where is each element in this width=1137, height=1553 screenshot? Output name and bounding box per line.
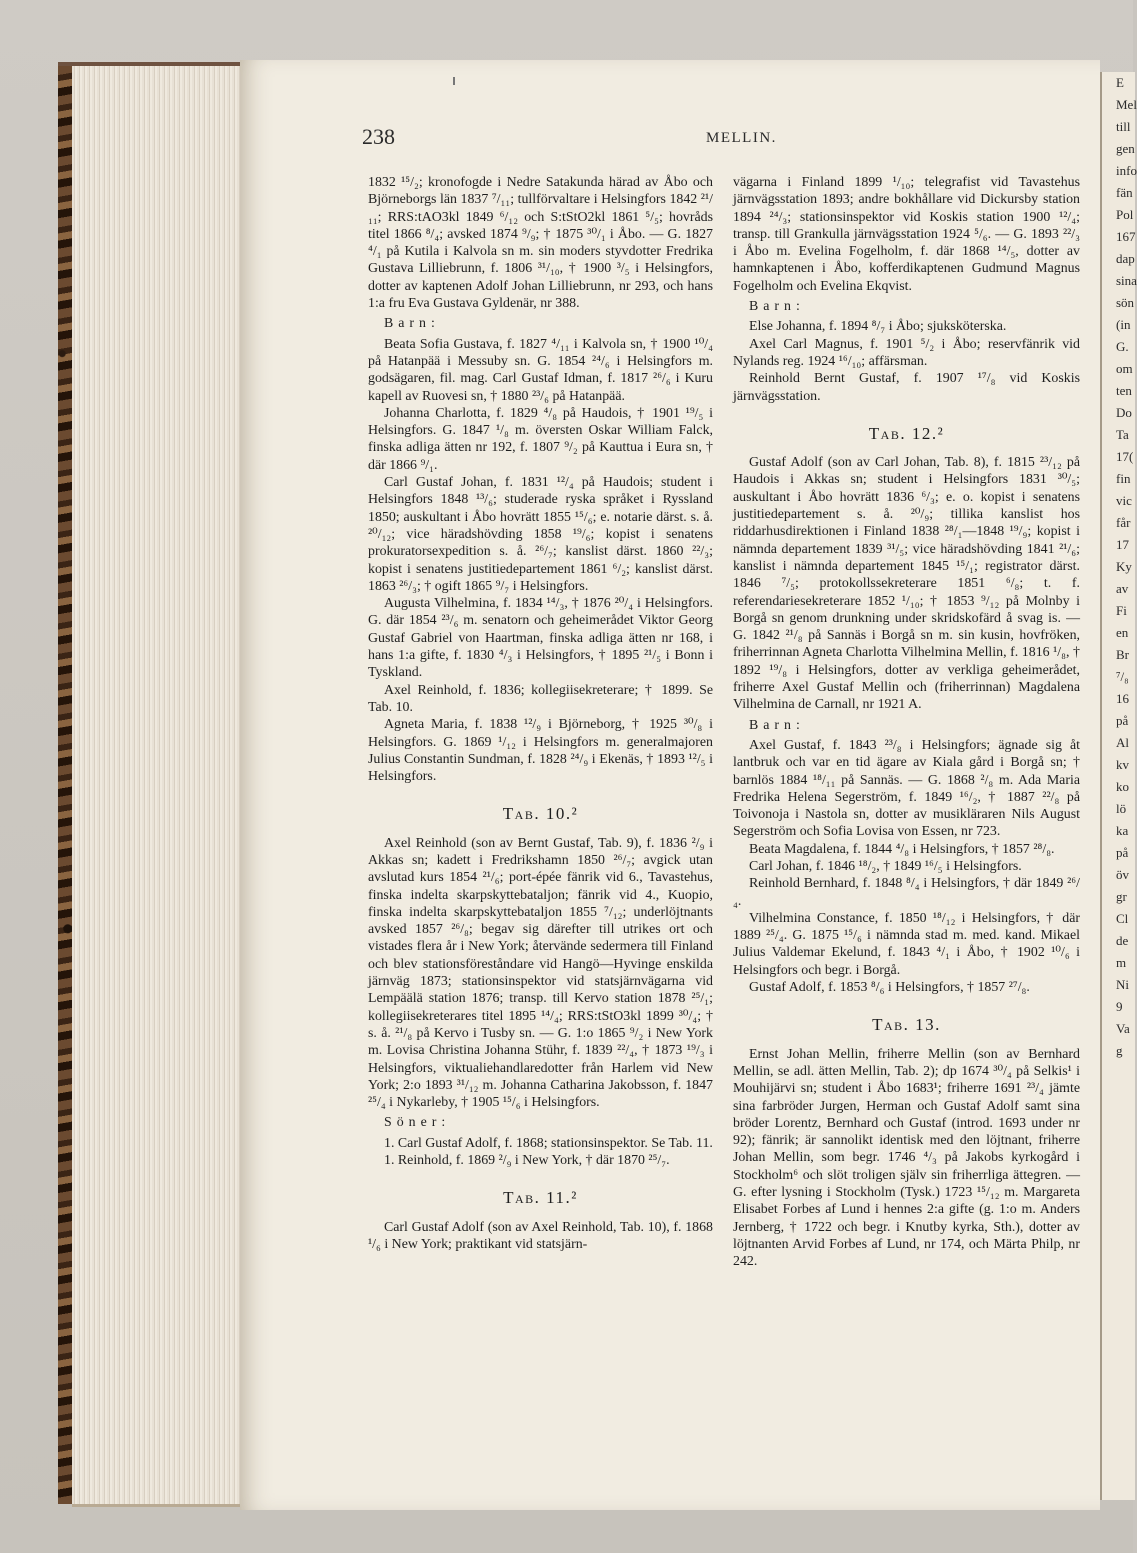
adjacent-page-fragment: en	[1116, 625, 1129, 640]
paragraph: Else Johanna, f. 1894 ⁸/₇ i Åbo; sjuksköterska.	[749, 319, 1007, 335]
paragraph: Carl Gustaf Adolf (son av Axel Reinhold, Tab. 10), f. 1868 ¹/₆ i New York; praktikant vid statsjärn-	[368, 1219, 713, 1252]
adjacent-page-fragment: 17	[1116, 537, 1129, 552]
adjacent-page-fragment: lö	[1116, 801, 1127, 816]
running-head: MELLIN.	[706, 130, 777, 146]
adjacent-page-fragment: sina	[1116, 273, 1137, 288]
section-heading-tab-13: Tab. 13.	[872, 1015, 941, 1035]
adjacent-page-fragment: Ky	[1116, 559, 1132, 574]
adjacent-page-fragment: G.	[1116, 339, 1129, 354]
section-heading-tab-11: Tab. 11.²	[503, 1188, 578, 1208]
adjacent-page-fragment: kv	[1116, 757, 1129, 772]
adjacent-page-fragment: de	[1116, 933, 1129, 948]
adjacent-page-fragment: ten	[1116, 383, 1132, 398]
adjacent-page-fragment: om	[1116, 361, 1133, 376]
paragraph: Carl Gustaf Johan, f. 1831 ¹²/₄ på Haudois; student i Helsingfors 1848 ¹³/₆; studerade ryska språket i Ryssland 1850; auskultant i Åbo hovrätt 1855 ¹⁵/₆; e. notarie därst. s. å. ²⁰/₁₂; vice häradshövding 1858 ¹⁹/₆; kopist i senatens prokuratorsexpedition s. å. ²⁶/₇; kanslist därst. 1860 ²²/₃; kopist i senatens justitiedepartement 1861 ⁶/₂; kanslist därst. 1863 ²⁶/₃; † ogift 1865 ⁹/₇ i Helsingfors.	[368, 475, 713, 594]
paragraph: Augusta Vilhelmina, f. 1834 ¹⁴/₃, † 1876 ²⁰/₄ i Helsingfors. G. där 1854 ²³/₆ m. senatorn och geheimerådet Viktor Georg Gustaf Gabriel von Haartman, finska adliga ätten nr 168, i hans 1:a gifte, f. 1830 ⁴/₃ i Helsingfors, † 1895 ²¹/₅ i Bonn i Tyskland.	[368, 596, 713, 681]
paragraph: Johanna Charlotta, f. 1829 ⁴/₈ på Haudois, † 1901 ¹⁹/₅ i Helsingfors. G. 1847 ¹/₈ m. översten Oskar William Falck, finska adliga ätten nr 192, f. 1807 ⁹/₂ på Kauttua i Eura sn, † där 1866 ⁹/₁.	[368, 405, 713, 473]
adjacent-page-fragment: får	[1116, 515, 1131, 530]
adjacent-page-fragment: på	[1116, 713, 1129, 728]
page-number: 238	[362, 124, 395, 149]
paragraph: Beata Sofia Gustava, f. 1827 ⁴/₁₁ i Kalvola sn, † 1900 ¹⁰/₄ på Hatanpää i Messuby sn. G. 1854 ²⁴/₆ i Helsingfors m. godsägaren, fil. mag. Carl Gustaf Idman, f. 1817 ²⁶/₆ i Kuru kapell av Ruovesi sn, † 1880 ²³/₆ på Hatanpää.	[368, 336, 713, 404]
paragraph: 1. Reinhold, f. 1869 ²/₉ i New York, † där 1870 ²⁵/₇.	[384, 1153, 670, 1169]
section-label-barn: Barn:	[749, 299, 805, 315]
section-label-barn: Barn:	[384, 316, 440, 332]
paragraph: Reinhold Bernhard, f. 1848 ⁸/₄ i Helsingfors, † där 1849 ²⁶/₄.	[733, 876, 1080, 909]
adjacent-page-fragment: på	[1116, 845, 1129, 860]
pencil-mark	[453, 77, 455, 85]
adjacent-page-fragment: 9	[1116, 999, 1123, 1014]
marbled-cover-spine	[58, 66, 72, 1504]
paragraph: Axel Gustaf, f. 1843 ²³/₈ i Helsingfors; ägnade sig åt lantbruk och var en tid ägare av Kiala gård i Borgå sn; † barnlös 1884 ¹⁸/₁₁ på Sannäs. — G. 1868 ²/₈ m. Ada Maria Fredrika Helena Segerström, f. 1849 ¹⁶/₂, † 1887 ²²/₈ på Toivonoja i Nastola sn, dotter av musikläraren Nils August Segerström och Sofia Lovisa von Essen, nr 723.	[733, 737, 1080, 840]
adjacent-page-fragment: fin	[1116, 471, 1131, 486]
adjacent-page-fragment: ka	[1116, 823, 1129, 838]
adjacent-page-fragment: g	[1116, 1043, 1123, 1058]
paragraph: Axel Carl Magnus, f. 1901 ⁵/₂ i Åbo; reservfänrik vid Nylands reg. 1924 ¹⁶/₁₀; affärsman.	[733, 336, 1080, 369]
adjacent-page-fragment: Mel	[1116, 97, 1137, 112]
adjacent-page-fragment: info	[1116, 163, 1137, 178]
paragraph: vägarna i Finland 1899 ¹/₁₀; telegrafist vid Tavastehus järnvägsstation 1893; andre bokhållare vid Dickursby station 1894 ²⁴/₃; stationsinspektor vid Koskis station 1900 ¹²/₄; transp. till Grankulla järnvägsstation 1924 ⁵/₆. — G. 1893 ²²/₃ i Åbo m. Evelina Fogelholm, f. där 1868 ¹⁴/₅, dotter av hamnkaptenen i Åbo, kofferdikaptenen Gudmund Magnus Fogelholm och Evelina Ekqvist.	[733, 175, 1080, 294]
paragraph: Ernst Johan Mellin, friherre Mellin (son av Bernhard Mellin, se adl. ätten Mellin, Tab. 2); dp 1674 ³⁰/₄ på Selkis¹ i Mouhijärvi sn; student i Åbo 1683¹; friherre 1691 ²³/₄ jämte sina farbröder Jurgen, Herman och Gustaf Adolf samt sina bröder Lorentz, Bernhard och Gustaf (introd. 1693 under nr 92); fänrik; är sannolikt identisk med den löjtnant, friherre Johan Mellin, som begr. 1746 ⁴/₃ på Jakobs kyrkogård i Stockholm⁶ och slöt troligen själv sin friherrliga ättegren. — G. efter lysning i Stockholm (Tysk.) 1723 ¹⁵/₁₂ m. Margareta Elisabet Forbes af Lund i hennes 2:a gifte (g. 1:o m. Anders Jernberg, † 1722 och begr. i Knutby kyrka, Sth.), dotter av löjtnanten Arvid Forbes af Lund, nr 174, och Märta Philp, nr 242.	[733, 1046, 1080, 1270]
adjacent-page-fragment: dap	[1116, 251, 1135, 266]
paragraph: 1832 ¹⁵/₂; kronofogde i Nedre Satakunda härad av Åbo och Björneborgs län 1837 ⁷/₁₁; tullförvaltare i Helsingfors 1842 ²¹/₁₁; RRS:tAO3kl 1849 ⁶/₁₂ och S:tStO2kl 1861 ⁵/₅; hovråds titel 1866 ⁸/₄; avsked 1874 ⁹/₉; † 1875 ³⁰/₁ i Åbo. — G. 1827 ⁴/₁ på Kutila i Kalvola sn m. sin moders styvdotter Fredrika Gustava Lilliebrunn, f. 1806 ³¹/₁₀, † 1900 ³/₅ i Helsingfors, dotter av kaptenen Adolf Johan Lilliebrunn, nr 293, och hans 1:a fru Eva Gustava Gyldenär, nr 388.	[368, 175, 713, 312]
adjacent-page-fragment: Fi	[1116, 603, 1127, 618]
adjacent-page-fragment: Pol	[1116, 207, 1134, 222]
adjacent-page-fragment: Ni	[1116, 977, 1129, 992]
adjacent-page-fragment: Al	[1116, 735, 1129, 750]
adjacent-page-fragment: gr	[1116, 889, 1127, 904]
paragraph: Gustaf Adolf (son av Carl Johan, Tab. 8), f. 1815 ²³/₁₂ på Haudois i Akkas sn; student i Helsingfors 1831 ³⁰/₅; auskultant i Åbo hovrätt 1836 ⁶/₃; e. o. kopist i senatens justitiedepartement s. å. ²⁰/₉; tillika kanslist hos riddarhusdirektionen i Finland 1838 ²⁸/₁—1848 ¹⁹/₉; kopist i nämnda departement 1839 ³¹/₅; vice häradshövding 1841 ²¹/₆; kanslist i nämnda departement 1845 ¹⁵/₁; registrator därst. 1846 ⁷/₅; protokollssekreterare 1851 ⁶/₈; t. f. referendariesekreterare 1852 ¹/₁₀; † 1853 ⁹/₁₂ på Molnby i Borgå sn genom drunkning under skridskofärd å svag is. — G. 1842 ²¹/₈ på Sannäs i Borgå sn m. sin kusin, hovfröken, friherrinnan Agneta Charlotta Vilhelmina Mellin, f. 1816 ¹/₈, † 1892 ¹⁹/₈ i Helsingfors, dotter av verkliga geheimerådet, friherre Axel Gustaf Mellin och (friherrinnan) Magdalena Vilhelmina de Carnall, nr 1921 A.	[733, 455, 1080, 713]
adjacent-page-fragment: till	[1116, 119, 1131, 134]
adjacent-page-fragment: av	[1116, 581, 1129, 596]
paragraph: Gustaf Adolf, f. 1853 ⁸/₆ i Helsingfors, † 1857 ²⁷/₈.	[749, 980, 1030, 996]
adjacent-page-fragment: 17(	[1116, 449, 1134, 464]
paragraph: Vilhelmina Constance, f. 1850 ¹⁸/₁₂ i Helsingfors, † där 1889 ²⁵/₄. G. 1875 ¹⁵/₆ i nämnda stad m. med. kand. Mikael Julius Valdemar Ekelund, f. 1843 ⁴/₁ i Åbo, † 1902 ¹⁰/₆ i Helsingfors och begr. i Borgå.	[733, 910, 1080, 978]
section-label-soner: Söner:	[384, 1115, 451, 1131]
paragraph: 1. Carl Gustaf Adolf, f. 1868; stationsinspektor. Se Tab. 11.	[384, 1135, 713, 1151]
left-text-column	[368, 174, 713, 1253]
section-heading-tab-12: Tab. 12.²	[868, 423, 945, 443]
adjacent-page-fragment: ko	[1116, 779, 1129, 794]
adjacent-page-fragment: 167	[1116, 229, 1136, 244]
adjacent-page-fragment: (in	[1116, 317, 1131, 332]
paragraph: Axel Reinhold, f. 1836; kollegiisekreterare; † 1899. Se Tab. 10.	[368, 682, 713, 715]
adjacent-page-fragment: E	[1116, 75, 1124, 90]
adjacent-page-fragment: sön	[1116, 295, 1135, 310]
adjacent-page-fragment: m	[1116, 955, 1127, 970]
paragraph: Reinhold Bernt Gustaf, f. 1907 ¹⁷/₈ vid Koskis järnvägsstation.	[733, 371, 1080, 404]
adjacent-page-fragment: gen	[1116, 141, 1135, 156]
page-stack-edge	[72, 66, 240, 1507]
paragraph: Agneta Maria, f. 1838 ¹²/₉ i Björneborg, † 1925 ³⁰/₈ i Helsingfors. G. 1869 ¹/₁₂ i Helsingfors m. generalmajoren Julius Constantin Sundman, f. 1828 ²⁴/₉ i Ekenäs, † 1893 ¹²/₅ i Helsingfors.	[368, 717, 713, 785]
section-label-barn: Barn:	[749, 717, 805, 733]
section-heading-tab-10: Tab. 10.²	[502, 804, 579, 824]
adjacent-page-fragment: ⁷/₈	[1116, 669, 1129, 684]
adjacent-page-fragment: Ta	[1116, 427, 1129, 442]
adjacent-page-fragment: vic	[1116, 493, 1132, 508]
adjacent-page-fragment: öv	[1116, 867, 1129, 882]
adjacent-page-fragment: Va	[1116, 1021, 1130, 1036]
adjacent-page-edge	[1100, 72, 1135, 1500]
adjacent-page-fragment: Do	[1116, 405, 1132, 420]
paragraph: Beata Magdalena, f. 1844 ⁴/₈ i Helsingfors, † 1857 ²⁸/₈.	[749, 841, 1055, 857]
paragraph: Axel Reinhold (son av Bernt Gustaf, Tab. 9), f. 1836 ²/₉ i Akkas sn; kadett i Fredrikshamn 1850 ²⁶/₇; avgick utan avslutad kurs 1854 ²¹/₆; port-épée fänrik vid 6., Tavastehus, finska indelta skarpskyttebataljon; fänrik vid 4., Kuopio, finska indelta skarpskyttebataljon 1855 ⁷/₁₂; underlöjtnants avsked 1857 ²⁶/₈; begav sig därefter till utrikes ort och vistades flera år i New York; återvände sedermera till Finland och blev stationsföreståndare vid Hangö—Hyvinge enskilda järnväg 1873; stationsinspektor vid statsjärnvägarna vid Lempäälä station 1876; transp. till Kervo station 1878 ²⁵/₁; kollegiisekreterares titel 1895 ¹⁴/₄; RRS:tStO3kl 1899 ³⁰/₄; † s. å. ²¹/₈ på Kervo i Tusby sn. — G. 1:o 1865 ⁹/₂ i New York m. Lovisa Christina Johanna Stühr, f. 1839 ²²/₄, † 1873 ¹⁹/₃ i Helsingfors, viktualiehandlaredotter från Harlem vid New York; 2:o 1893 ³¹/₁₂ m. Johanna Catharina Jakobsson, f. 1847 ²⁵/₄ i Nykarleby, † 1905 ¹⁵/₆ i Helsingfors.	[368, 835, 713, 1111]
adjacent-page-fragment: Br	[1116, 647, 1129, 662]
paragraph: Carl Johan, f. 1846 ¹⁸/₂, † 1849 ¹⁶/₅ i Helsingfors.	[749, 858, 1022, 874]
right-text-column	[733, 174, 1080, 1271]
adjacent-page-fragment: 16	[1116, 691, 1129, 706]
adjacent-page-fragment: Cl	[1116, 911, 1129, 926]
adjacent-page-fragment: fän	[1116, 185, 1133, 200]
